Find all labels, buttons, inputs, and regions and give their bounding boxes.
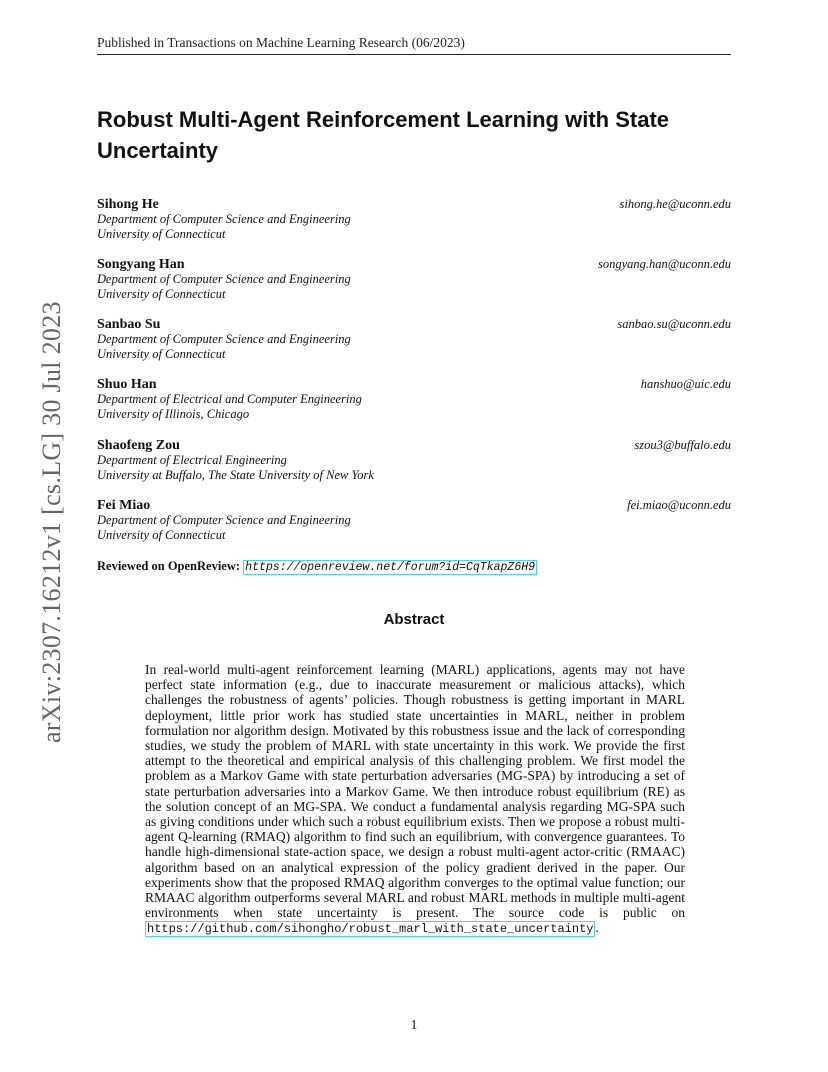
author-department: Department of Electrical Engineering <box>97 453 287 467</box>
abstract-heading: Abstract <box>383 611 445 628</box>
abstract-text: In real-world multi-agent reinforcement learning (MARL) applications, agents may not have perfect state information (e.g., due to inaccurate measurement or malicious attacks), which challenges the robustness of agents’ policies. Though robustness is getting important in MARL deployment, little prior work has studied state uncertainties in MARL, neither in problem formulation nor algorithm design. Motivated by this robustness issue and the lack of corresponding studies, we study the problem of MARL with state uncertainty in this work. We provide the first attempt to the theoretical and empirical analysis of this challenging problem. We first model the problem as a Markov Game with state perturbation adversaries (MG-SPA) by introducing a set of state perturbation adversaries into a Markov Game. We then introduce robust equilibrium (RE) as the solution concept of an MG-SPA. We conduct a fundamental analysis regarding MG-SPA such as giving conditions under which such a robust equilibrium exists. Then we propose a robust multi-agent Q-learning (RMAQ) algorithm to find such an equilibrium, with convergence guarantees. To handle high-dimensional state-action space, we design a robust multi-agent actor-critic (RMAAC) algorithm based on an analytical expression of the policy gradient derived in the paper. Our experiments show that the proposed RMAQ algorithm converges to the optimal value function; our RMAAC algorithm outperforms several MARL and robust MARL methods in multiple multi-agent environments when state uncertainty is present. The source code is public on <box>145 662 685 921</box>
author-email[interactable]: songyang.han@uconn.edu <box>597 257 731 271</box>
abstract-body <box>145 662 685 938</box>
author-block <box>97 317 731 362</box>
author-department: Department of Electrical and Computer Engineering <box>97 392 362 406</box>
header-rule <box>97 54 731 55</box>
author-university: University of Connecticut <box>97 287 226 301</box>
publication-header: Published in Transactions on Machine Learning Research (06/2023) <box>97 35 465 50</box>
author-department: Department of Computer Science and Engineering <box>97 513 351 527</box>
author-name: Songyang Han <box>97 257 185 272</box>
author-name: Shuo Han <box>97 377 157 392</box>
author-name: Fei Miao <box>97 498 151 513</box>
page-number: 1 <box>410 1017 418 1032</box>
author-name: Shaofeng Zou <box>97 438 180 453</box>
author-block <box>97 438 731 483</box>
author-university: University of Illinois, Chicago <box>97 407 250 421</box>
author-block <box>97 257 731 302</box>
author-email[interactable]: sanbao.su@uconn.edu <box>617 317 731 331</box>
author-email[interactable]: sihong.he@uconn.edu <box>619 197 731 211</box>
author-university: University of Connecticut <box>97 528 226 542</box>
author-department: Department of Computer Science and Engineering <box>97 332 351 346</box>
openreview-label: Reviewed on OpenReview: <box>97 559 241 573</box>
author-email[interactable]: szou3@buffalo.edu <box>634 438 731 452</box>
author-email[interactable]: hanshuo@uic.edu <box>640 377 731 391</box>
author-department: Department of Computer Science and Engineering <box>97 272 351 286</box>
author-name: Sanbao Su <box>97 317 161 332</box>
author-block <box>97 377 731 422</box>
paper-title: Robust Multi-Agent Reinforcement Learning with State Uncertainty <box>97 107 670 163</box>
author-block <box>97 197 731 242</box>
author-name: Sihong He <box>97 197 159 212</box>
source-code-link[interactable]: https://github.com/sihongho/robust_marl_with_state_uncertainty <box>147 922 594 937</box>
author-university: University of Connecticut <box>97 227 226 241</box>
author-university: University of Connecticut <box>97 347 226 361</box>
author-email[interactable]: fei.miao@uconn.edu <box>627 498 731 512</box>
openreview-link[interactable]: https://openreview.net/forum?id=CqTkapZ6H9 <box>245 561 536 574</box>
author-university: University at Buffalo, The State University of New York <box>97 468 374 482</box>
abstract-end: . <box>595 920 599 936</box>
author-block <box>97 498 731 543</box>
openreview-line <box>97 559 537 574</box>
arxiv-stamp: arXiv:2307.16212v1 [cs.LG] 30 Jul 2023 <box>37 301 66 743</box>
author-department: Department of Computer Science and Engineering <box>97 212 351 226</box>
